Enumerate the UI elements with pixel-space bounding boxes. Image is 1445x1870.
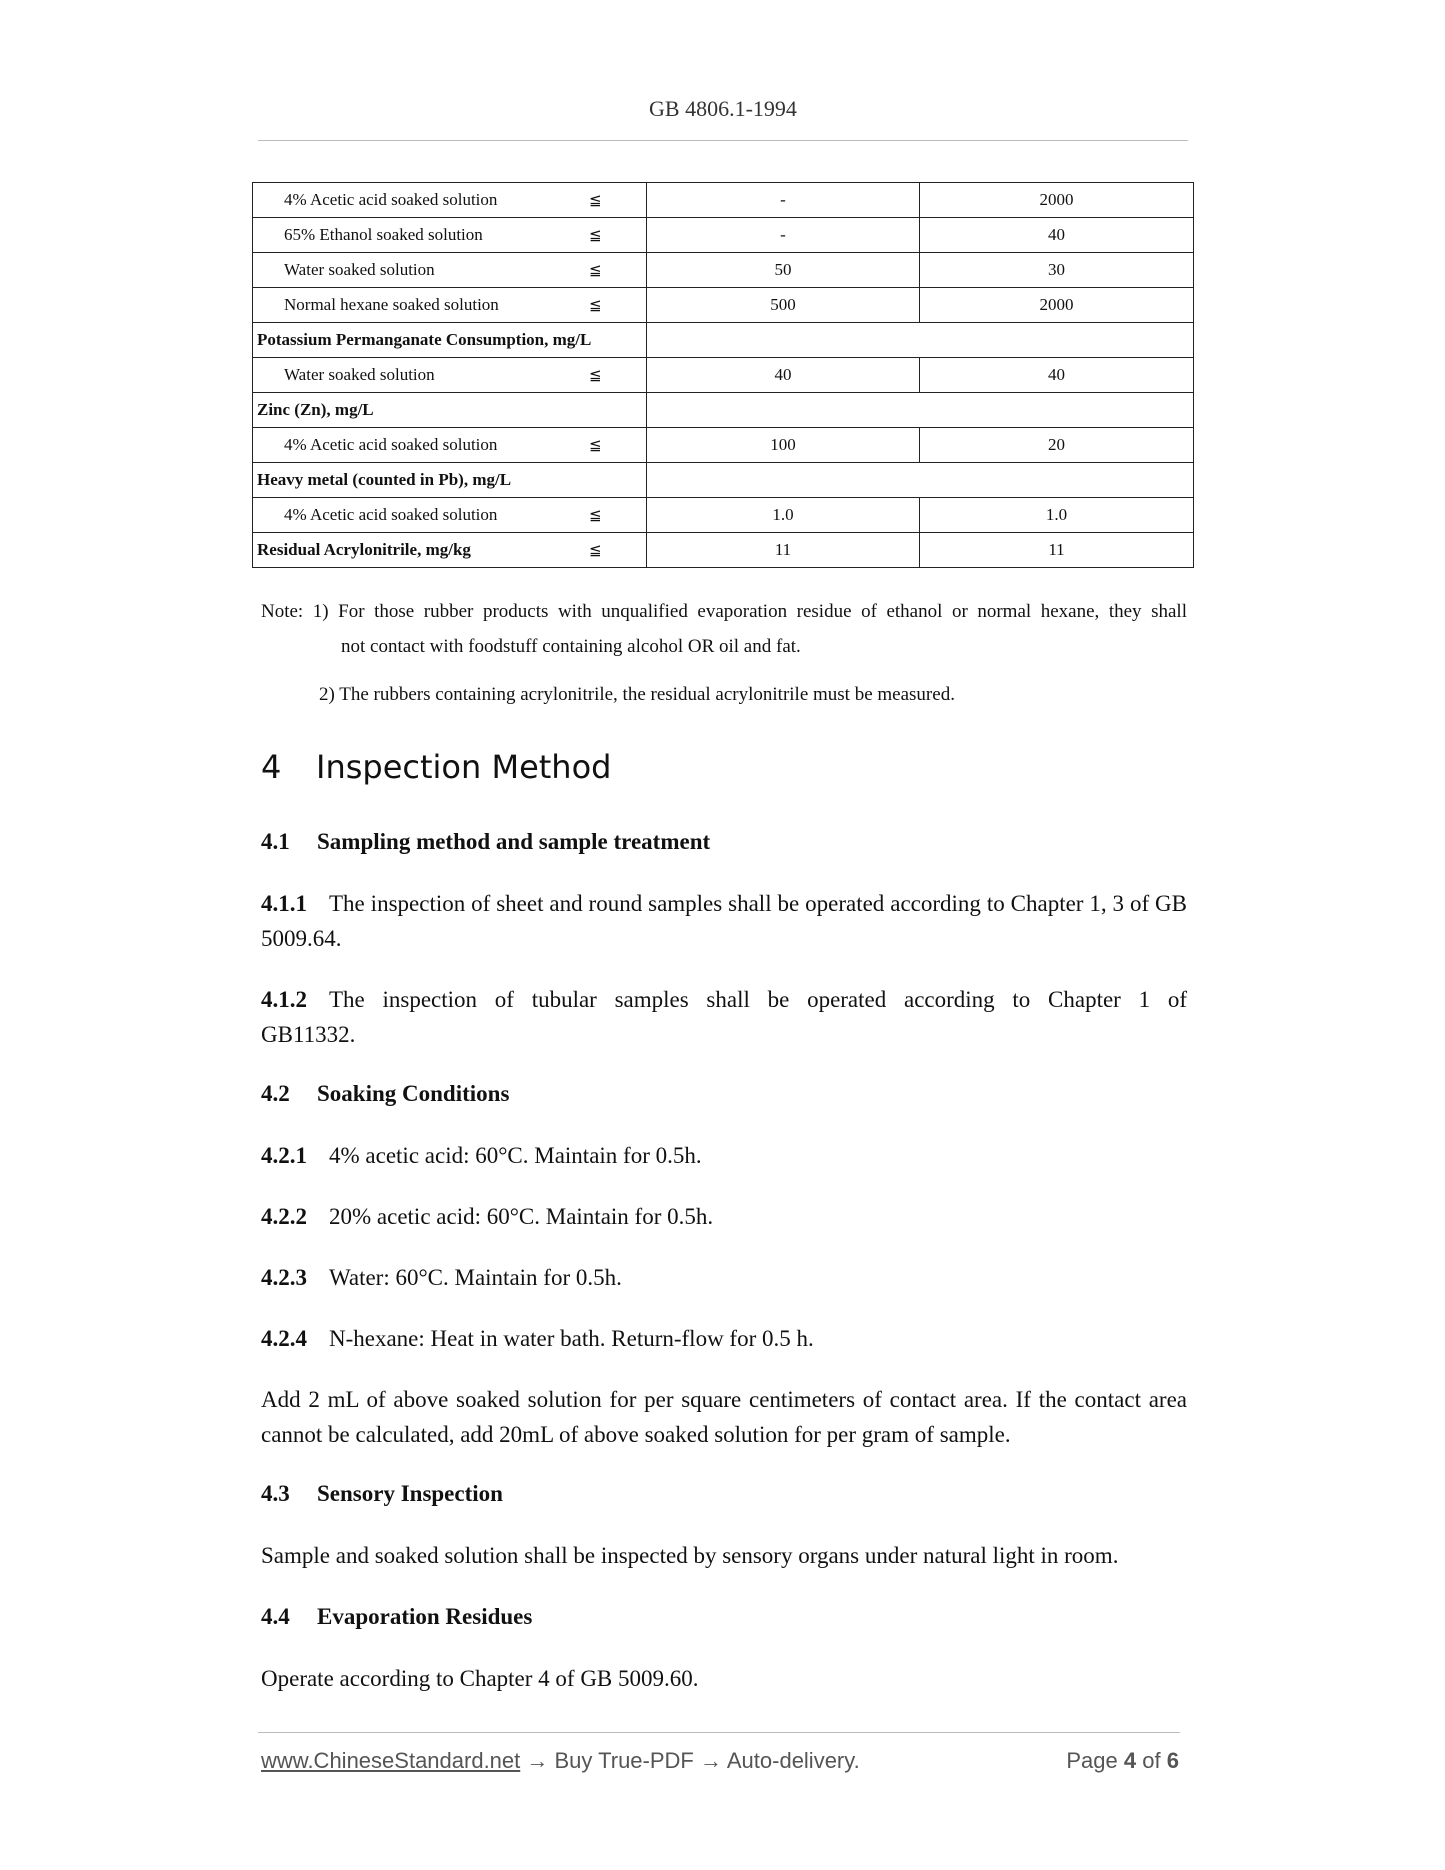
limit-symbol: ≦ bbox=[589, 506, 602, 524]
note-2: 2) The rubbers containing acrylonitrile, the residual acrylonitrile must be measured. bbox=[319, 684, 955, 705]
heading-4-2 bbox=[261, 1076, 1187, 1111]
paragraph-4-2-1 bbox=[261, 1138, 1187, 1173]
empty-cell bbox=[647, 323, 1194, 358]
item-label: 4% Acetic acid soaked solution bbox=[284, 505, 498, 524]
item-label: Potassium Permanganate Consumption, mg/L bbox=[257, 330, 592, 349]
clause-text: 4% acetic acid: 60°C. Maintain for 0.5h. bbox=[329, 1143, 702, 1168]
heading-4-4 bbox=[261, 1599, 1187, 1634]
clause-number: 4.1.1 bbox=[261, 891, 307, 916]
item-cell bbox=[253, 533, 647, 568]
limit-symbol: ≦ bbox=[589, 226, 602, 244]
heading-4-3 bbox=[261, 1476, 1187, 1511]
table-row bbox=[253, 463, 1194, 498]
paragraph-4-1-2 bbox=[261, 982, 1187, 1052]
clause-number: 4.2.4 bbox=[261, 1326, 307, 1351]
table-row bbox=[253, 533, 1194, 568]
value-cell-2: 40 bbox=[920, 358, 1194, 393]
table-row bbox=[253, 428, 1194, 463]
heading-title: Sensory Inspection bbox=[317, 1481, 503, 1506]
item-cell bbox=[253, 393, 647, 428]
clause-number: 4.2.3 bbox=[261, 1265, 307, 1290]
heading-number: 4.1 bbox=[261, 829, 290, 854]
of-word: of bbox=[1142, 1748, 1161, 1773]
document-code-header: GB 4806.1-1994 bbox=[649, 96, 797, 121]
value-cell-1: 40 bbox=[647, 358, 920, 393]
clause-text: The inspection of sheet and round samples shall be operated according to Chapter 1, 3 of GB 5009.64. bbox=[261, 891, 1187, 951]
table-row bbox=[253, 323, 1194, 358]
item-label: 65% Ethanol soaked solution bbox=[284, 225, 483, 244]
value-cell-1: 11 bbox=[647, 533, 920, 568]
value-cell-2: 11 bbox=[920, 533, 1194, 568]
table-row bbox=[253, 183, 1194, 218]
page-footer bbox=[261, 1748, 1179, 1774]
clause-number: 4.2.1 bbox=[261, 1143, 307, 1168]
limit-symbol: ≦ bbox=[589, 296, 602, 314]
value-cell-1: - bbox=[647, 183, 920, 218]
section-title: Inspection Method bbox=[316, 748, 612, 786]
item-cell bbox=[253, 218, 647, 253]
heading-4-1 bbox=[261, 824, 1187, 859]
limit-symbol: ≦ bbox=[589, 261, 602, 279]
table-row bbox=[253, 498, 1194, 533]
item-label: Water soaked solution bbox=[284, 365, 435, 384]
table-row bbox=[253, 288, 1194, 323]
item-cell bbox=[253, 253, 647, 288]
limit-symbol: ≦ bbox=[589, 366, 602, 384]
clause-text: 20% acetic acid: 60°C. Maintain for 0.5h. bbox=[329, 1204, 714, 1229]
note-1-line-2: not contact with foodstuff containing alcohol OR oil and fat. bbox=[341, 636, 801, 657]
item-cell bbox=[253, 323, 647, 358]
paragraph-soak-volume: Add 2 mL of above soaked solution for per square centimeters of contact area. If the contact area cannot be calculated, add 20mL of above soaked solution for per gram of sample. bbox=[261, 1387, 1187, 1447]
heading-title: Sampling method and sample treatment bbox=[317, 829, 711, 854]
heading-title: Evaporation Residues bbox=[317, 1604, 533, 1629]
item-label: Normal hexane soaked solution bbox=[284, 295, 499, 314]
clause-text: The inspection of tubular samples shall be operated according to Chapter 1 of GB11332. bbox=[261, 987, 1187, 1047]
item-label: 4% Acetic acid soaked solution bbox=[284, 435, 498, 454]
section-number: 4 bbox=[261, 748, 282, 786]
value-cell-2: 1.0 bbox=[920, 498, 1194, 533]
value-cell-2: 40 bbox=[920, 218, 1194, 253]
limit-symbol: ≦ bbox=[589, 436, 602, 454]
empty-cell bbox=[647, 463, 1194, 498]
note-1-line-1: Note: 1) For those rubber products with unqualified evaporation residue of ethanol or normal hexane, they shall bbox=[261, 601, 1187, 622]
page-indicator bbox=[1066, 1748, 1179, 1774]
footer-divider bbox=[258, 1732, 1180, 1733]
clause-text: Water: 60°C. Maintain for 0.5h. bbox=[329, 1265, 622, 1290]
paragraph-4-2-3 bbox=[261, 1260, 1187, 1295]
clause-number: 4.2.2 bbox=[261, 1204, 307, 1229]
item-cell bbox=[253, 358, 647, 393]
value-cell-1: 100 bbox=[647, 428, 920, 463]
page-total: 6 bbox=[1166, 1748, 1179, 1773]
paragraph-evaporation: Operate according to Chapter 4 of GB 5009.60. bbox=[261, 1666, 699, 1691]
paragraph-sensory: Sample and soaked solution shall be inspected by sensory organs under natural light in room. bbox=[261, 1543, 1119, 1568]
value-cell-1: 500 bbox=[647, 288, 920, 323]
item-label: Water soaked solution bbox=[284, 260, 435, 279]
page-word: Page bbox=[1066, 1748, 1118, 1773]
value-cell-2: 2000 bbox=[920, 288, 1194, 323]
table-row bbox=[253, 393, 1194, 428]
item-label: 4% Acetic acid soaked solution bbox=[284, 190, 498, 209]
value-cell-2: 2000 bbox=[920, 183, 1194, 218]
value-cell-1: - bbox=[647, 218, 920, 253]
heading-number: 4.3 bbox=[261, 1481, 290, 1506]
page-number: 4 bbox=[1123, 1748, 1137, 1773]
item-cell bbox=[253, 463, 647, 498]
empty-cell bbox=[647, 393, 1194, 428]
limit-symbol: ≦ bbox=[589, 191, 602, 209]
table-notes bbox=[261, 594, 1187, 712]
header-divider bbox=[258, 140, 1188, 141]
item-label: Residual Acrylonitrile, mg/kg bbox=[257, 540, 471, 559]
heading-number: 4.2 bbox=[261, 1081, 290, 1106]
table-row bbox=[253, 253, 1194, 288]
promo-text: → Buy True-PDF → Auto-delivery. bbox=[520, 1748, 860, 1773]
clause-number: 4.1.2 bbox=[261, 987, 307, 1012]
item-label: Heavy metal (counted in Pb), mg/L bbox=[257, 470, 512, 489]
paragraph-4-1-1 bbox=[261, 886, 1187, 956]
item-cell bbox=[253, 498, 647, 533]
value-cell-1: 1.0 bbox=[647, 498, 920, 533]
requirements-table bbox=[252, 182, 1194, 568]
value-cell-1: 50 bbox=[647, 253, 920, 288]
limit-symbol: ≦ bbox=[589, 541, 602, 559]
heading-number: 4.4 bbox=[261, 1604, 290, 1629]
clause-text: N-hexane: Heat in water bath. Return-flow for 0.5 h. bbox=[329, 1326, 814, 1351]
item-cell bbox=[253, 428, 647, 463]
item-cell bbox=[253, 288, 647, 323]
site-link[interactable]: www.ChineseStandard.net bbox=[261, 1748, 521, 1773]
section-4-heading bbox=[261, 748, 611, 786]
item-label: Zinc (Zn), mg/L bbox=[257, 400, 374, 419]
table-row bbox=[253, 358, 1194, 393]
paragraph-4-2-2 bbox=[261, 1199, 1187, 1234]
item-cell bbox=[253, 183, 647, 218]
paragraph-4-2-4 bbox=[261, 1321, 1187, 1356]
value-cell-2: 20 bbox=[920, 428, 1194, 463]
value-cell-2: 30 bbox=[920, 253, 1194, 288]
table-row bbox=[253, 218, 1194, 253]
heading-title: Soaking Conditions bbox=[317, 1081, 510, 1106]
